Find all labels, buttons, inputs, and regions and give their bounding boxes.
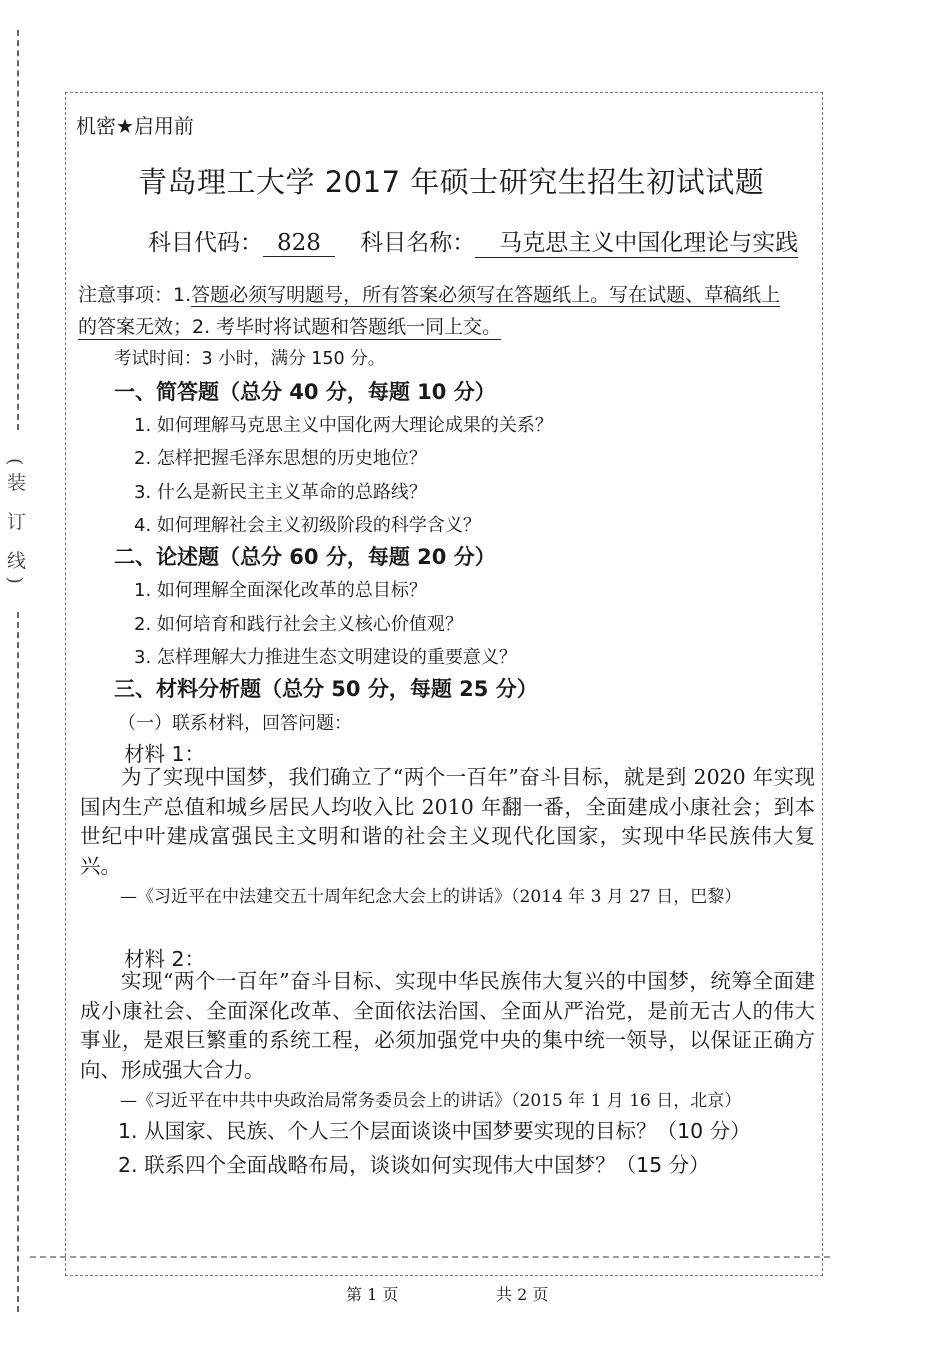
section-1-question-3: 3. 什么是新民主主义革命的总路线？: [134, 482, 427, 503]
notice-label: 注意事项：1.: [78, 284, 192, 306]
material-1-source: —《习近平在中法建交五十周年纪念大会上的讲话》（2014 年 3 月 27 日，巴黎）: [120, 887, 742, 907]
bottom-rule: [30, 1256, 830, 1258]
material-2-text: 实现“两个一百年”奋斗目标、实现中华民族伟大复兴的中国梦，统筹全面建成小康社会、全面深化改革、全面依法治国、全面从严治党，是前无古人的伟大事业，是艰巨繁重的系统工程，必须加强党中央的集中统一领导，以保证正确方向、形成强大合力。: [80, 969, 815, 1082]
section-3-heading: 三、材料分析题（总分 50 分，每题 25 分）: [114, 677, 538, 701]
section-3-subheading: （一）联系材料，回答问题：: [118, 713, 352, 734]
binding-label: (装 订 线): [4, 458, 26, 591]
section-1-question-1: 1. 如何理解马克思主义中国化两大理论成果的关系？: [134, 415, 553, 436]
section-1-question-2: 2. 怎样把握毛泽东思想的历史地位？: [134, 448, 427, 469]
section-1-question-4: 4. 如何理解社会主义初级阶段的科学含义？: [134, 515, 481, 536]
material-2-source: —《习近平在中共中央政治局常务委员会上的讲话》（2015 年 1 月 16 日，北京）: [120, 1091, 742, 1111]
notice-line-1: [78, 280, 780, 307]
binding-line-bottom: [17, 612, 19, 1312]
material-question-2: 2. 联系四个全面战略布局，谈谈如何实现伟大中国梦？（15 分）: [118, 1153, 710, 1177]
page-title: 青岛理工大学 2017 年硕士研究生招生初试试题: [138, 165, 765, 199]
subject-code-label: 科目代码：: [148, 230, 263, 256]
subject-code-value: 828: [263, 230, 335, 257]
notice-line-2: 的答案无效；2. 考毕时将试题和答题纸一同上交。: [78, 312, 501, 340]
subject-name-value: 马克思主义中国化理论与实践: [475, 224, 798, 258]
subject-name-label: 科目名称：: [360, 230, 476, 256]
section-1-heading: 一、简答题（总分 40 分，每题 10 分）: [114, 380, 496, 404]
section-2-question-1: 1. 如何理解全面深化改革的总目标？: [134, 580, 427, 601]
material-question-1: 1. 从国家、民族、个人三个层面谈谈中国梦要实现的目标？（10 分）: [118, 1119, 751, 1143]
material-2-label: 材料 2：: [124, 947, 206, 971]
secret-label: 机密★启用前: [76, 114, 194, 138]
binding-line-top: [17, 30, 19, 430]
exam-time: 考试时间：3 小时，满分 150 分。: [114, 349, 386, 369]
section-2-question-2: 2. 如何培育和践行社会主义核心价值观？: [134, 614, 463, 635]
notice-rule-1: 答题必须写明题号，所有答案必须写在答题纸上。写在试题、草稿纸上: [191, 284, 781, 306]
subject-line: [148, 224, 798, 258]
material-1-text: 为了实现中国梦，我们确立了“两个一百年”奋斗目标，就是到 2020 年实现国内生产总值和城乡居民人均收入比 2010 年翻一番，全面建成小康社会；到本世纪中叶建成富强民主文明和谐的社会主义现代化国家，实现中华民族伟大复兴。: [80, 765, 815, 878]
footer-page-number: 第 1 页: [346, 1285, 399, 1304]
footer-total-pages: 共 2 页: [496, 1285, 549, 1304]
section-2-heading: 二、论述题（总分 60 分，每题 20 分）: [114, 545, 496, 569]
section-2-question-3: 3. 怎样理解大力推进生态文明建设的重要意义？: [134, 647, 517, 668]
material-1-label: 材料 1：: [124, 742, 206, 766]
